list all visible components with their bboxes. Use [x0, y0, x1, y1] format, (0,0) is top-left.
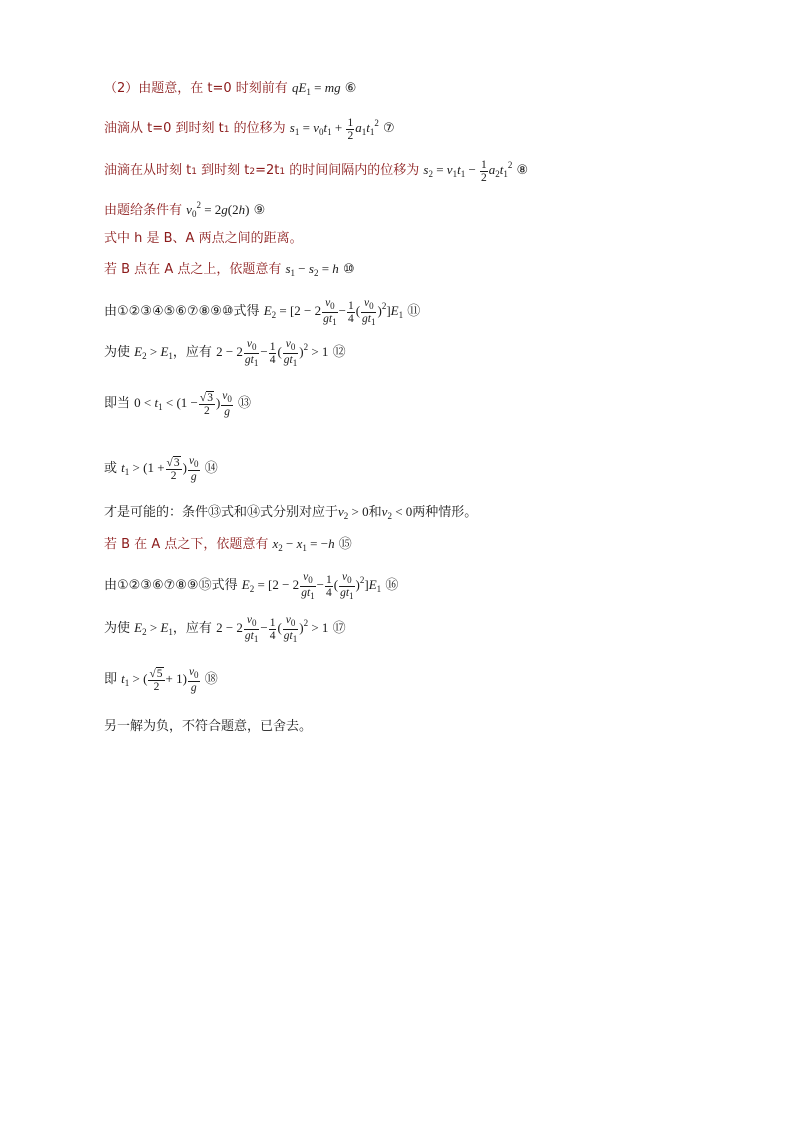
formula-s1: $s_1 = v_0t_1$ + $\frac{1}{2}$ $a_1t_1^2$ — [289, 116, 379, 142]
text: ，应有 — [172, 621, 212, 636]
text: 为使 — [104, 345, 131, 360]
circled-number: ⑯ — [385, 578, 399, 593]
formula-inequality-alt: 2 − 2 $\frac{v_0}{gt_1}$ − $\frac{1}{4}$ ( $\frac{v_0}{gt_1}$ )$^2$ > 1 — [216, 613, 329, 644]
formula-E2-alt: $E_2 = [2 - 2$ $\frac{v_0}{gt_1}$ − $\frac{1}{4}$ ( $\frac{v_0}{gt_1}$ )$^2]E_1$ — [241, 570, 382, 601]
equation-line-17 — [104, 613, 346, 645]
text: 式中 h 是 B、A 两点之间的距离。 — [104, 231, 303, 246]
circled-number: ⑦ — [382, 121, 395, 136]
equation-line-15 — [104, 534, 352, 558]
text: 由①②③④⑤⑥⑦⑧⑨⑩式得 — [104, 304, 260, 319]
text-line-conclusion — [104, 717, 312, 737]
text: 若 B 点在 A 点之上，依题意有 — [104, 262, 282, 277]
formula-x2-x1: $x_2 - x_1 = -h$ — [272, 536, 335, 553]
text: 或 — [104, 460, 118, 476]
equation-line-14 — [104, 455, 218, 483]
text: 由题给条件有 — [104, 203, 183, 218]
equation-line-8: 油滴在从时刻 t1 到时刻 t2=2t1 的时间间隔内的位移为 $s_2 = v_1t_1$ − $\frac{1}{2}$ $a_2t_1^2$ ⑧ — [104, 158, 529, 184]
text: 的位移为 — [233, 121, 286, 136]
formula-v2-gt-0: $v_2 > 0$ — [338, 504, 369, 521]
equation-line-11 — [104, 296, 420, 328]
formula-inequality: 2 − 2 $\frac{v_0}{gt_1}$ − $\frac{1}{4}$ ( $\frac{v_0}{gt_1}$ )$^2$ > 1 — [216, 337, 329, 368]
text: 即当 — [104, 395, 131, 411]
circled-number: ⑨ — [253, 203, 266, 218]
text: 到时刻 t — [201, 163, 250, 178]
formula-t1-result: $t_1$ > ( $\frac{√5}{2}$ + 1) $\frac{v_0}{g}$ — [121, 666, 199, 694]
circled-number: ⑩ — [342, 262, 355, 277]
equation-line-12 — [104, 337, 346, 369]
formula-t1-greater: $t_1 > (1$ + $\frac{√3}{2}$ ) $\frac{v_0}{g}$ — [121, 455, 199, 483]
text: 油滴在从时刻 t — [104, 163, 192, 178]
text: 由①②③⑥⑦⑧⑨⑮式得 — [104, 578, 238, 593]
circled-number: ⑪ — [407, 304, 421, 319]
formula-qE1-mg: $qE_1$ = mg — [291, 80, 341, 97]
circled-number: ⑥ — [344, 81, 357, 96]
circled-number: ⑬ — [238, 395, 252, 411]
equation-line-9 — [104, 195, 265, 224]
text: 和 — [368, 505, 382, 520]
text-line-conditions — [104, 502, 477, 526]
equation-line-10 — [104, 259, 355, 283]
text: 才是可能的：条件⑬式和⑭式分别对应于 — [104, 505, 339, 520]
equation-line-18 — [104, 666, 218, 694]
circled-number: ⑱ — [204, 671, 218, 687]
circled-number: ⑧ — [516, 163, 529, 178]
equation-line-16 — [104, 570, 398, 602]
equation-line-13 — [104, 390, 251, 418]
text: 若 B 在 A 点之下，依题意有 — [104, 537, 269, 552]
text: 为使 — [104, 621, 131, 636]
equation-line-7: 油滴从 t=0 到时刻 t1 的位移为 $s_1 = v_0t_1$ + $\frac{1}{2}$ $a_1t_1^2$ ⑦ — [104, 116, 395, 142]
formula-v0-squared: $v_0^2 = 2g(2h)$ — [186, 200, 250, 219]
circled-number: ⑮ — [338, 537, 352, 552]
formula-E2-gt-E1: $E_2 > E_1$ — [134, 344, 173, 361]
formula-s1-s2: $s_1 - s_2 = h$ — [285, 261, 339, 278]
formula-s2: $s_2 = v_1t_1$ − $\frac{1}{2}$ $a_2t_1^2$ — [423, 158, 513, 184]
text: ，应有 — [172, 345, 212, 360]
circled-number: ⑭ — [204, 460, 218, 476]
equation-line-6 — [104, 78, 356, 102]
text: 油滴从 t=0 到时刻 t — [104, 121, 224, 136]
text: 另一解为负，不符合题意，已舍去。 — [104, 719, 313, 734]
text: 即 — [104, 671, 118, 687]
formula-t1-range: $0 < t_1 < (1$ − $\frac{√3}{2}$ ) $\frac{v_0}{g}$ — [134, 390, 232, 418]
circled-number: ⑫ — [332, 345, 346, 360]
text-line — [104, 229, 303, 249]
text: =2t — [255, 163, 280, 178]
formula-v2-lt-0: $v_2 < 0$ — [381, 504, 413, 521]
circled-number: ⑰ — [332, 621, 346, 636]
text: 两种情形。 — [412, 505, 478, 520]
text: （2）由题意，在 t=0 时刻前有 — [104, 81, 288, 96]
text: 的时间间隔内的位移为 — [289, 163, 420, 178]
formula-E2: $E_2 = [2 - 2$ $\frac{v_0}{gt_1}$ − $\frac{1}{4}$ ( $\frac{v_0}{gt_1}$ )$^2]E_1$ — [263, 296, 404, 327]
formula-E2-gt-E1-alt: $E_2 > E_1$ — [134, 620, 173, 637]
